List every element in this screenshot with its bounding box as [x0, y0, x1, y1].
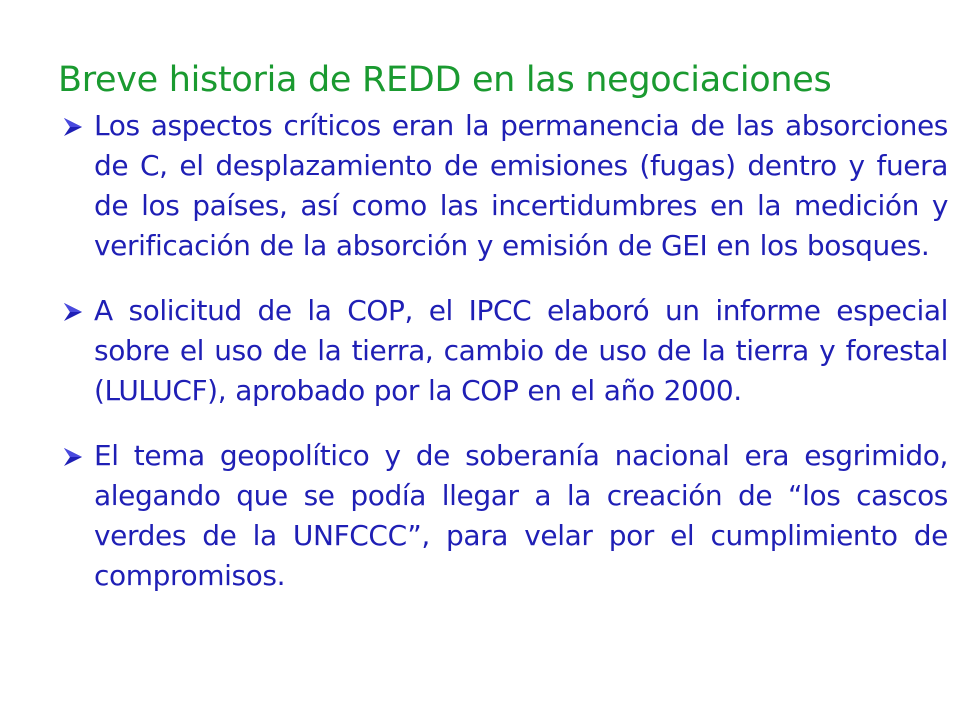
arrowhead-bullet-icon: [62, 446, 84, 468]
bullet-text: El tema geopolítico y de soberanía nacional era esgrimido, alegando que se podía llegar a la creación de “los cascos verdes de la UNFCCC”, para velar por el cumplimiento de compromisos.: [94, 439, 948, 592]
bullet-item: [58, 291, 948, 411]
arrowhead-bullet-icon: [62, 116, 84, 138]
bullet-text: A solicitud de la COP, el IPCC elaboró un informe especial sobre el uso de la tierra, cambio de uso de la tierra y forestal (LULUCF), aprobado por la COP en el año 2000.: [94, 294, 948, 407]
arrowhead-bullet-icon: [62, 301, 84, 323]
bullet-list: [58, 106, 948, 621]
bullet-item: [58, 436, 948, 596]
bullet-item: [58, 106, 948, 266]
slide-title: Breve historia de REDD en las negociaciones: [58, 60, 832, 101]
bullet-text: Los aspectos críticos eran la permanencia de las absorciones de C, el desplazamiento de emisiones (fugas) dentro y fuera de los países, así como las incertidumbres en la medición y verificación de la absorción y emisión de GEI en los bosques.: [94, 109, 948, 262]
